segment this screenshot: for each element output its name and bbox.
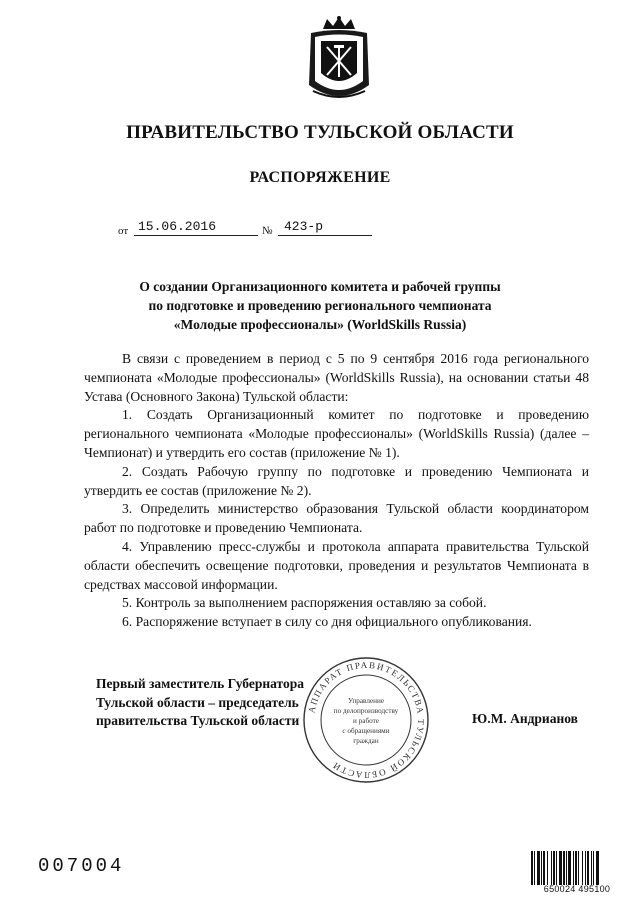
document-body [84, 350, 589, 632]
stamp-line-3: и работе [353, 717, 379, 725]
stamp-line-1: Управление [347, 697, 385, 705]
official-stamp [302, 656, 430, 784]
title-line-3: «Молодые профессионалы» (WorldSkills Russia) [173, 317, 467, 332]
preamble-paragraph: В связи с проведением в период с 5 по 9 сентября 2016 года регионального чемпионата «Молодые профессионалы» (WorldSkills Russia), на основании статьи 48 Устава (Основного Закона) Тульской области: [84, 351, 589, 404]
stamp-line-2: по делопроизводству [333, 707, 399, 715]
serial-number: 007004 [38, 855, 125, 877]
stamp-ring-text: АППАРАТ ПРАВИТЕЛЬСТВА ТУЛЬСКОЙ ОБЛАСТИ [306, 659, 427, 781]
document-number: 423-р [278, 219, 372, 236]
clause-1: 1. Создать Организационный комитет по подготовке и проведению регионального чемпионата «Молодые профессионалы» (WorldSkills Russia) (далее – Чемпионат) и утвердить его состав (приложение № 1). [84, 407, 589, 460]
signatory-name: Ю.М. Андрианов [472, 711, 578, 726]
document-type: РАСПОРЯЖЕНИЕ [249, 169, 391, 186]
position-line-1: Первый заместитель Губернатора [96, 676, 304, 691]
organization-title: ПРАВИТЕЛЬСТВО ТУЛЬСКОЙ ОБЛАСТИ [126, 122, 514, 143]
barcode-number: 650024 495100 [543, 884, 611, 894]
barcode [531, 851, 623, 885]
date-prefix: от [118, 225, 129, 237]
stamp-line-5: граждан [353, 737, 379, 745]
clause-3: 3. Определить министерство образования Тульской области координатором работ по подготовке и проведению Чемпионата. [84, 501, 589, 536]
document-title [0, 277, 640, 334]
position-line-2: Тульской области – председатель [96, 694, 299, 710]
clause-6: 6. Распоряжение вступает в силу со дня официального опубликования. [122, 614, 532, 630]
title-line-1: О создании Организационного комитета и рабочей группы [139, 279, 501, 294]
clause-5: 5. Контроль за выполнением распоряжения оставляю за собой. [122, 595, 487, 611]
coat-of-arms-icon [303, 15, 375, 105]
position-line-3: правительства Тульской области [96, 713, 300, 728]
title-line-2: по подготовке и проведению регионального чемпионата [148, 298, 492, 313]
stamp-line-4: с обращениями [342, 727, 390, 735]
clause-2: 2. Создать Рабочую группу по подготовке и проведению Чемпионата и утвердить ее состав (приложение № 2). [84, 463, 589, 498]
clause-4: 4. Управлению пресс-службы и протокола аппарата правительства Тульской области обеспечить освещение подготовки, проведения и результатов Чемпионата в средствах массовой информации. [84, 538, 589, 592]
number-prefix: № [262, 225, 273, 237]
document-date: 15.06.2016 [134, 219, 258, 236]
